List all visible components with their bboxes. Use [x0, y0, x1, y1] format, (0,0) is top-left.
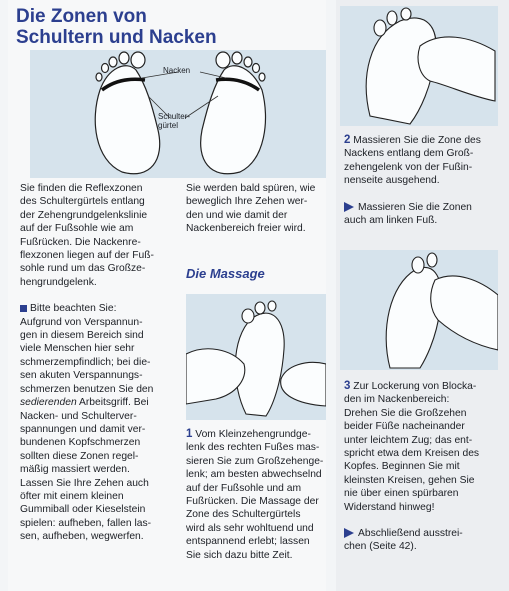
middle-column-top	[186, 182, 326, 236]
text-line: den im Nackenbereich:	[344, 394, 450, 406]
text-line: Nacken- und Schulterver-	[20, 410, 137, 422]
square-bullet-icon	[20, 305, 27, 312]
text-line: sohle rund um das Großze-	[20, 263, 146, 275]
step-number: 1	[186, 428, 193, 440]
text-line: Drehen Sie die Großzehen	[344, 407, 467, 419]
text-line: lenk des rechten Fußes mas-	[186, 442, 320, 454]
text-line: des Schultergürtels entlang	[20, 196, 145, 208]
text-line: schmerzempfindlich; bei die-	[20, 356, 151, 368]
step-1-text	[186, 428, 326, 562]
title-line: Die Zonen von	[16, 6, 147, 27]
text-line: bundenen Kopfschmerzen	[20, 437, 141, 449]
title-line: Schultern und Nacken	[16, 27, 217, 48]
text-line: spannungen und damit ver-	[20, 423, 146, 435]
italic-term: sedierenden	[20, 397, 77, 409]
text-line: Kopfes. Beginnen Sie mit	[344, 461, 460, 473]
label-schulter-line2: gürtel	[158, 121, 179, 130]
text-line: öfter mit einem kleinen	[20, 490, 124, 502]
label-nacken: Nacken	[163, 66, 191, 75]
text-fragment: Zur Lockerung von Blocka-	[353, 381, 477, 392]
text-fragment: Massieren Sie die Zonen	[358, 201, 472, 213]
text-fragment: Arbeitsgriff. Bei	[76, 397, 149, 409]
intro-column	[20, 182, 176, 544]
step-3-text	[344, 380, 504, 554]
text-line: Aufgrund von Verspannun-	[20, 316, 143, 328]
page-title	[16, 6, 276, 48]
text-line: sen akuten Verspannungs-	[20, 370, 143, 382]
text-line: Fußrücken. Die Nackenre-	[20, 236, 141, 248]
text-line: sollten diese Zonen regel-	[20, 450, 139, 462]
text-fragment: Massieren Sie die Zone des	[353, 135, 481, 146]
text-line: wird als sehr wohltuend und	[186, 522, 314, 534]
text-line: mäßig massiert werden.	[20, 464, 130, 476]
text-line: den und wie damit der	[186, 209, 288, 221]
text-line: kleinsten Kreisen, gehen Sie	[344, 474, 475, 486]
text-line: hengrundgelenk.	[20, 276, 97, 288]
note-heading: Bitte beachten Sie:	[30, 303, 117, 315]
text-line: nenseite ausgehend.	[344, 175, 440, 187]
text-line: lenk; am besten abwechselnd	[186, 469, 322, 481]
text-line: sen, aufheben, wegwerfen.	[20, 531, 144, 543]
text-line: nie über einen spürbaren	[344, 488, 459, 500]
step-2-text	[344, 134, 504, 227]
text-line: chen (Seite 42).	[344, 541, 417, 553]
text-line: auf der Fußsohle wie am	[20, 223, 134, 235]
text-line: Widerstand hinweg!	[344, 501, 435, 513]
text-line: Lassen Sie Ihre Zehen auch	[20, 477, 149, 489]
text-line: beider Füße nacheinander	[344, 421, 465, 433]
text-line: spielen: aufheben, fallen las-	[20, 517, 152, 529]
massage-drawing-2	[340, 6, 498, 126]
arrow-bullet-icon	[344, 202, 354, 212]
step-number: 2	[344, 134, 351, 146]
text-fragment: Vom Kleinzehengrundge-	[195, 429, 311, 440]
text-line: der Zehengrundgelenkslinie	[20, 209, 148, 221]
massage-drawing-3	[340, 250, 498, 370]
text-line: Sie finden die Reflexzonen	[20, 183, 143, 194]
text-line: viele Menschen hier sehr	[20, 343, 135, 355]
label-schulter-line1: Schulter-	[158, 112, 191, 121]
text-line: spricht etwa dem Kreisen des	[344, 448, 480, 460]
text-line: Gummiball oder Kieselstein	[20, 504, 146, 516]
text-line: schmerzen benutzen Sie den	[20, 383, 154, 395]
label-schulter	[158, 112, 190, 130]
text-line: flexzonen liegen auf der Fuß-	[20, 250, 154, 262]
arrow-bullet-icon	[344, 528, 354, 538]
text-line: Nackenbereich freier wird.	[186, 223, 306, 235]
text-line: Fußrücken. Die Massage der	[186, 496, 319, 508]
text-line: zehengelenk von der Fußin-	[344, 161, 473, 173]
section-heading: Die Massage	[186, 266, 265, 281]
text-line: gen in diesem Bereich sind	[20, 330, 144, 342]
text-line: auf der Fußsohle und am	[186, 482, 302, 494]
text-line: unter leichtem Zug; das ent-	[344, 434, 473, 446]
text-line: auch am linken Fuß.	[344, 215, 438, 227]
text-fragment: Abschließend ausstrei-	[358, 528, 463, 540]
massage-drawing-1	[186, 294, 326, 420]
text-line: beweglich Ihre Zehen wer-	[186, 196, 308, 208]
text-line: Sie sich dazu bitte Zeit.	[186, 549, 293, 561]
text-line: Sie werden bald spüren, wie	[186, 183, 316, 194]
text-line: entspannend erlebt; lassen	[186, 536, 310, 548]
text-line: sieren Sie zum Großzehenge-	[186, 455, 324, 467]
text-line: Nackens entlang dem Groß-	[344, 148, 474, 160]
text-line: Zone des Schultergürtels	[186, 509, 301, 521]
step-number: 3	[344, 380, 351, 392]
